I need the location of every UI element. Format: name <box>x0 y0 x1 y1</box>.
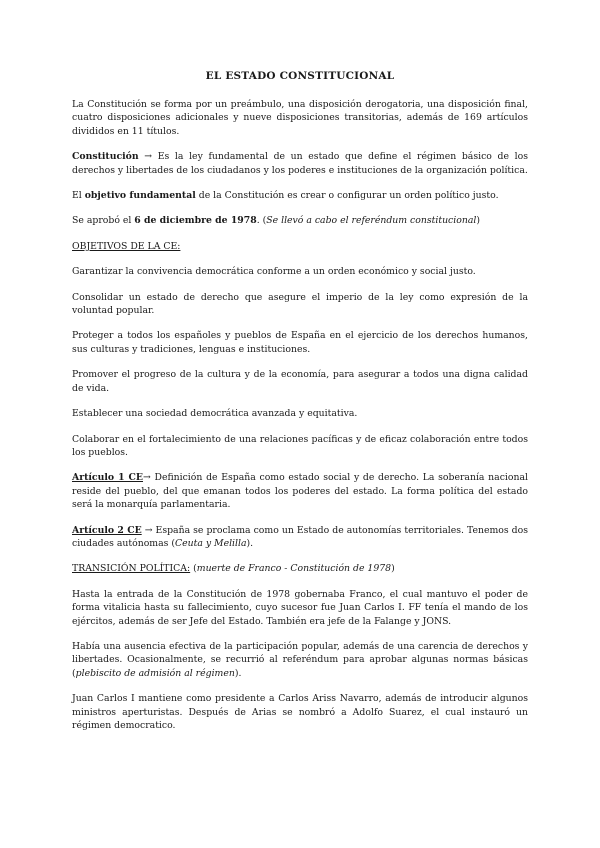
referendum-note: Se llevó a cabo el referéndum constitucional <box>266 215 477 227</box>
plebiscite-note: plebiscito de admisión al régimen <box>75 667 235 679</box>
objectives-heading: OBJETIVOS DE LA CE: <box>72 240 181 252</box>
transition-heading-paragraph: TRANSICIÓN POLÍTICA: (muerte de Franco - Constitución de 1978) <box>72 563 395 575</box>
term-constitucion: Constitución <box>72 151 139 163</box>
article-1-label: Artículo 1 CE <box>72 472 143 484</box>
term-objetivo: objetivo fundamental <box>84 190 196 202</box>
article-2-paragraph: Artículo 2 CE → España se proclama como un Estado de autonomías territoriales. Tenemos dos ciudades autónomas (Ceuta y Melilla). <box>72 524 528 549</box>
approval-paragraph: Se aprobó el 6 de diciembre de 1978. (Se llevó a cabo el referéndum constitucional) <box>72 215 480 227</box>
objective-item: Proteger a todos los españoles y pueblos de España en el ejercicio de los derechos humanos, sus culturas y tradiciones, lenguas e instituciones. <box>72 330 528 355</box>
objective-item: Consolidar un estado de derecho que asegure el imperio de la ley como expresión de la voluntad popular. <box>72 291 528 317</box>
franco-paragraph: Hasta la entrada de la Constitución de 1978 gobernaba Franco, el cual mantuvo el poder de forma vitalicia hasta su fallecimiento, cuyo sucesor fue Juan Carlos I. FF tenía el mando de los ejércitos, además de ser Jefe del Estado. También era jefe de la Falange y JONS. <box>72 588 528 627</box>
objective-item: Promover el progreso de la cultura y de la economía, para asegurar a todos una digna calidad de vida. <box>72 369 528 394</box>
absence-paragraph: Había una ausencia efectiva de la participación popular, además de una carencia de derechos y libertades. Ocasionalmente, se recurrió al referéndum para aprobar algunas normas básicas (plebiscito de admisión al régimen). <box>72 640 528 679</box>
transition-note: muerte de Franco - Constitución de 1978 <box>196 563 392 575</box>
article-2-label: Artículo 2 CE <box>72 524 142 536</box>
intro-paragraph: La Constitución se forma por un preámbulo, una disposición derogatoria, una disposición final, cuatro disposiciones adicionales y nueve disposiciones transitorias, además de 169 artículos divididos en 11 títulos. <box>72 99 528 137</box>
objective-paragraph: El objetivo fundamental de la Constitución es crear o configurar un orden político justo. <box>72 190 499 202</box>
transition-heading: TRANSICIÓN POLÍTICA: <box>72 563 191 575</box>
article-1-paragraph: Artículo 1 CE→ Definición de España como estado social y de derecho. La soberanía nacional reside del pueblo, del que emanan todos los poderes del estado. La forma política del estado será la monarquía parlamentaria. <box>72 472 528 511</box>
document-page <box>72 70 528 744</box>
approval-date: 6 de diciembre de 1978 <box>134 215 257 227</box>
juan-carlos-paragraph: Juan Carlos I mantiene como presidente a Carlos Ariss Navarro, además de introducir algunos ministros aperturistas. Después de Arias se nombró a Adolfo Suarez, el cual instauró un régimen democratico. <box>72 693 528 731</box>
objective-item: Colaborar en el fortalecimiento de una relaciones pacíficas y de eficaz colaboración entre todos los pueblos. <box>72 433 528 458</box>
autonomous-cities: Ceuta y Melilla <box>175 537 247 549</box>
objective-item: Establecer una sociedad democrática avanzada y equitativa. <box>72 408 358 420</box>
document-title: EL ESTADO CONSTITUCIONAL <box>205 70 395 82</box>
constitution-definition: Constitución → Es la ley fundamental de un estado que define el régimen básico de los derechos y libertades de los ciudadanos y los poderes e instituciones de la organización política. <box>72 151 528 176</box>
objective-item: Garantizar la convivencia democrática conforme a un orden económico y social justo. <box>72 266 476 278</box>
